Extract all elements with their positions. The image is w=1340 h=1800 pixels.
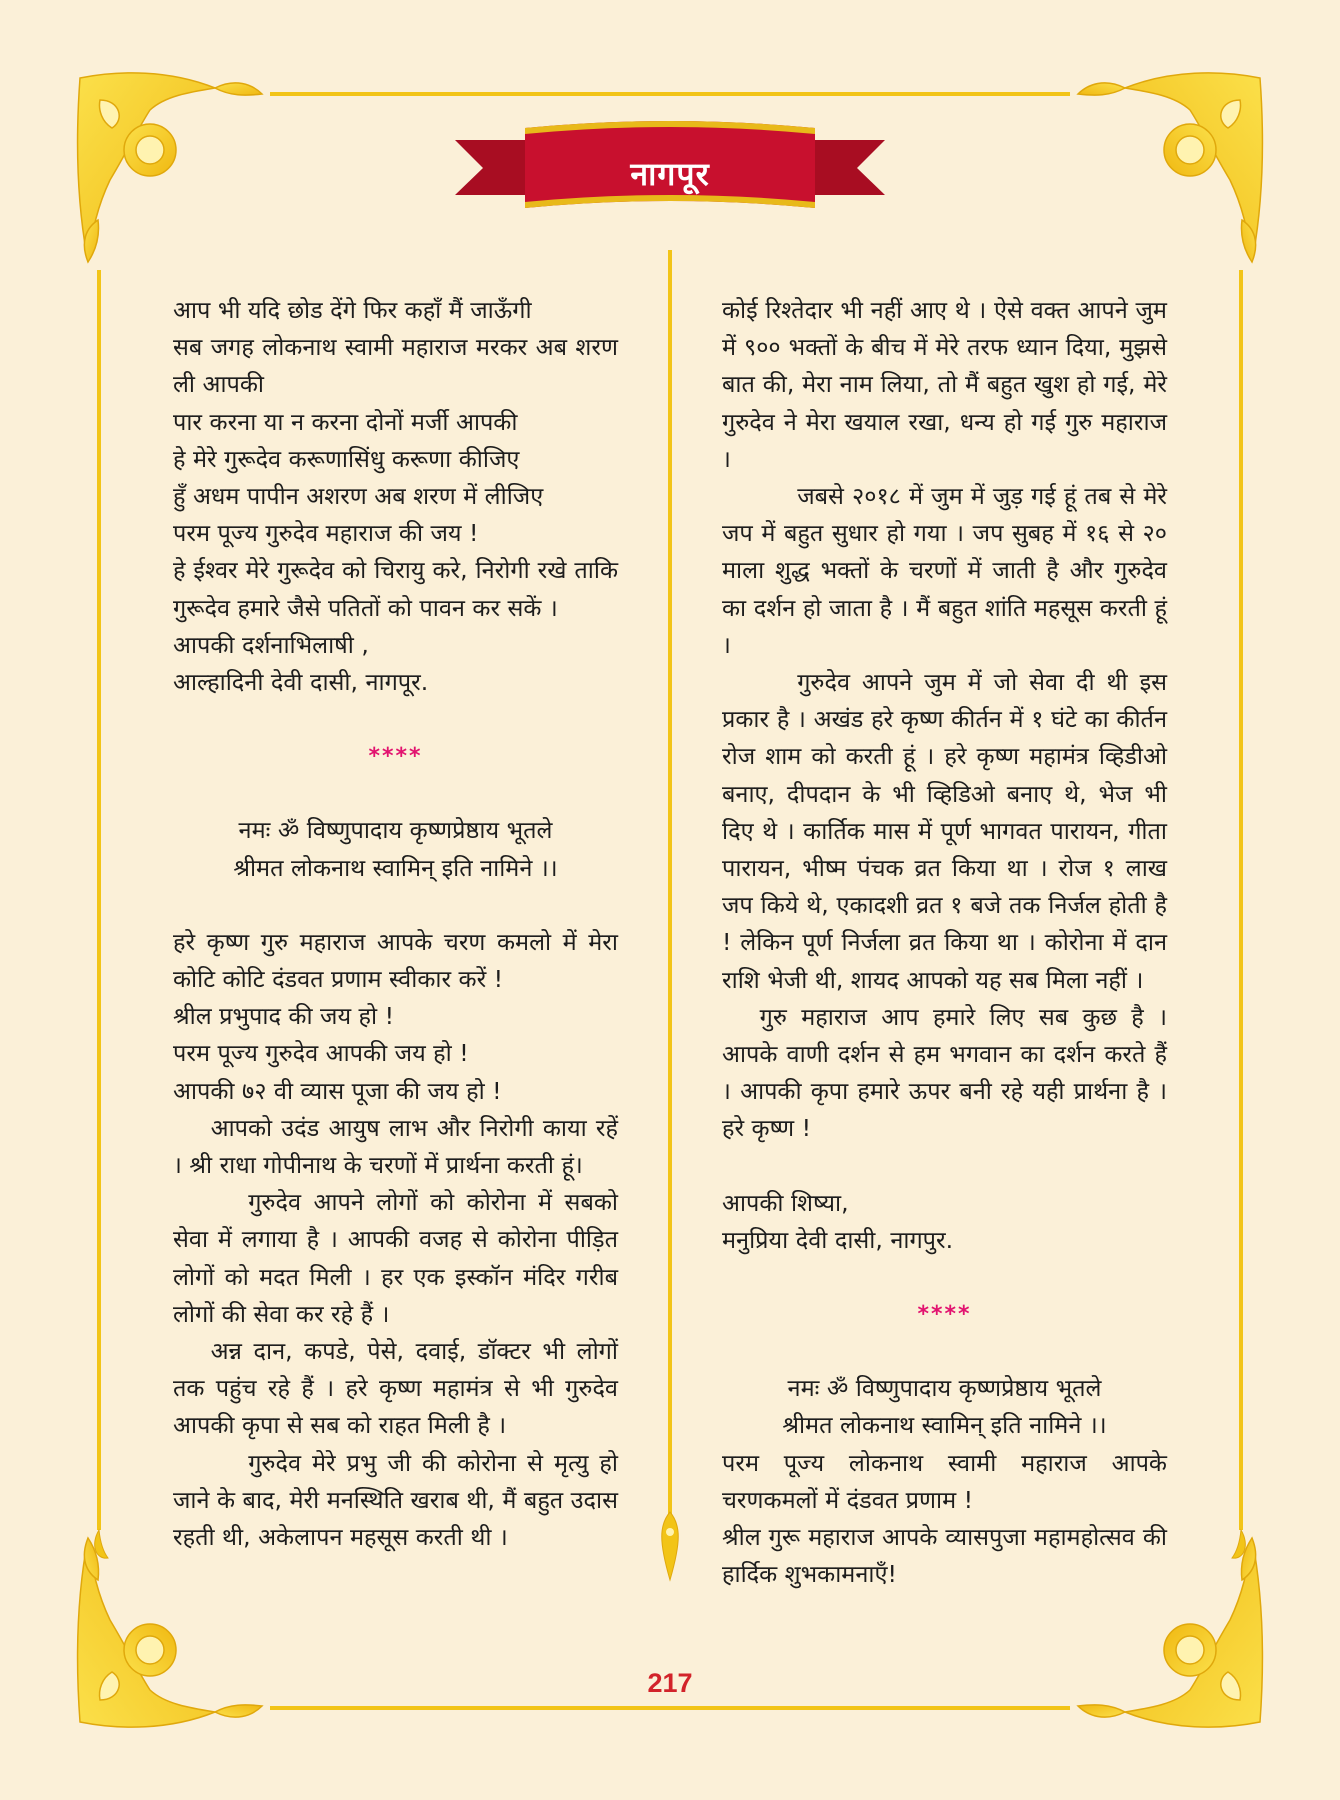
signature: मनुप्रिया देवी दासी, नागपुर. — [722, 1225, 954, 1254]
corner-ornament-top-right — [1078, 73, 1262, 262]
page-number: 217 — [647, 1668, 693, 1698]
mantra-line: श्रीमत लोकनाथ स्वामिन् इति नामिने ।। — [233, 853, 558, 882]
poem-line: हुँ अधम पापीन अशरण अब शरण में लीजिए — [173, 482, 544, 511]
poem-line: हे मेरे गुरूदेव करूणासिंधु करूणा कीजिए — [173, 444, 520, 473]
greeting-line: आपकी ७२ वी व्यास पूजा की जय हो ! — [173, 1076, 502, 1105]
greeting-line: श्रील प्रभुपाद की जय हो ! — [173, 1002, 394, 1031]
poem-line: आप भी यदि छोड देंगे फिर कहाँ मैं जाऊँगी — [173, 296, 532, 324]
paragraph: कोई रिश्तेदार भी नहीं आए थे । ऐसे वक्त आपने जुम में ९०० भक्तों के बीच में मेरे तरफ ध्यान दिया, मुझसे बात की, मेरा नाम लिया, तो मैं बहुत खुश हो गई, मेरे गुरुदेव ने मेरा खयाल रखा, धन्य हो गई गुरु महाराज । — [722, 296, 1167, 473]
paragraph: जबसे २०१८ में जुम में जुड़ गई हूं तब से मेरे जप में बहुत सुधार हो गया । जप सुबह में १६ से २० माला शुद्ध भक्तों के चरणों में जाती है और गुरुदेव का दर्शन हो जाता है । मैं बहुत शांति महसूस करती हूं । — [722, 482, 1167, 659]
mantra-line: नमः ॐ विष्णुपादाय कृष्णप्रेष्ठाय भूतले — [238, 816, 553, 845]
sign-off: आपकी शिष्या, — [722, 1188, 849, 1217]
closing-line: श्रील गुरू महाराज आपके व्यासपुजा महामहोत्सव की हार्दिक शुभकामनाएँ! — [722, 1523, 1167, 1589]
poem-line: हे ईश्वर मेरे गुरूदेव को चिरायु करे, निरोगी रखे ताकि गुरूदेव हमारे जैसे पतितों को पावन कर सकें । — [173, 556, 618, 622]
poem-line: सब जगह लोकनाथ स्वामी महाराज मरकर अब शरण ली आपकी — [173, 333, 618, 399]
paragraph: गुरुदेव आपने लोगों को कोरोना में सबको सेवा में लगाया है । आपकी वजह से कोरोना पीड़ित लोगों को मदत मिली । हर एक इस्कॉन मंदिर गरीब लोगों की सेवा कर रहे हैं । — [173, 1188, 618, 1328]
mantra-line: श्रीमत लोकनाथ स्वामिन् इति नामिने ।। — [782, 1411, 1107, 1440]
paragraph: गुरु महाराज आप हमारे लिए सब कुछ है । आपके वाणी दर्शन से हम भगवान का दर्शन करते हैं । आपकी कृपा हमारे ऊपर बनी रहे यही प्रार्थना है । हरे कृष्ण ! — [722, 1002, 1167, 1143]
poem-line: पार करना या न करना दोनों मर्जी आपकी — [173, 407, 518, 436]
page-title: नागपूर — [630, 155, 710, 193]
paragraph: गुरुदेव आपने जुम में जो सेवा दी थी इस प्रकार है । अखंड हरे कृष्ण कीर्तन में १ घंटे का कीर्तन रोज शाम को करती हूं । हरे कृष्ण महामंत्र व्हिडीओ बनाए, दीपदान के भी व्हिडिओ बनाए थे, भेज भी दिए थे । कार्तिक मास में पूर्ण भागवत पारायन, गीता पारायन, भीष्म पंचक व्रत किया था । रोज १ लाख जप किये थे, एकादशी व्रत १ बजे तक निर्जल होती है ! लेकिन पूर्ण निर्जला व्रत किया था । कोरोना में दान राशि भेजी थी, शायद आपको यह सब मिला नहीं । — [722, 668, 1167, 994]
separator: **** — [368, 744, 423, 770]
mantra-line: नमः ॐ विष्णुपादाय कृष्णप्रेष्ठाय भूतले — [787, 1374, 1102, 1403]
closing-line: परम पूज्य लोकनाथ स्वामी महाराज आपके चरणकमलों में दंडवत प्रणाम ! — [722, 1448, 1167, 1514]
signature: आल्हादिनी देवी दासी, नागपूर. — [173, 668, 429, 697]
sign-off: आपकी दर्शनाभिलाषी , — [173, 630, 369, 659]
column-divider — [655, 250, 685, 1590]
greeting-line: परम पूज्य गुरुदेव आपकी जय हो ! — [173, 1039, 469, 1068]
separator: **** — [917, 1302, 972, 1328]
left-column — [173, 292, 618, 1556]
paragraph: आपको उदंड आयुष लाभ और निरोगी काया रहें । श्री राधा गोपीनाथ के चरणों में प्रार्थना करती हूं। — [173, 1113, 618, 1180]
paragraph: गुरुदेव मेरे प्रभु जी की कोरोना से मृत्यु हो जाने के बाद, मेरी मनस्थिति खराब थी, मैं बहुत उदास रहती थी, अकेलापन महसूस करती थी । — [173, 1448, 618, 1552]
right-column — [722, 292, 1167, 1594]
poem-line: परम पूज्य गुरुदेव महाराज की जय ! — [173, 519, 479, 548]
corner-ornament-top-left — [78, 73, 262, 262]
paragraph: अन्न दान, कपडे, पेसे, दवाई, डॉक्टर भी लोगों तक पहुंच रहे हैं । हरे कृष्ण महामंत्र से भी गुरुदेव आपकी कृपा से सब को राहत मिली है । — [173, 1337, 618, 1440]
greeting-line: हरे कृष्ण गुरु महाराज आपके चरण कमलो में मेरा कोटि कोटि दंडवत प्रणाम स्वीकार करें ! — [173, 927, 618, 994]
